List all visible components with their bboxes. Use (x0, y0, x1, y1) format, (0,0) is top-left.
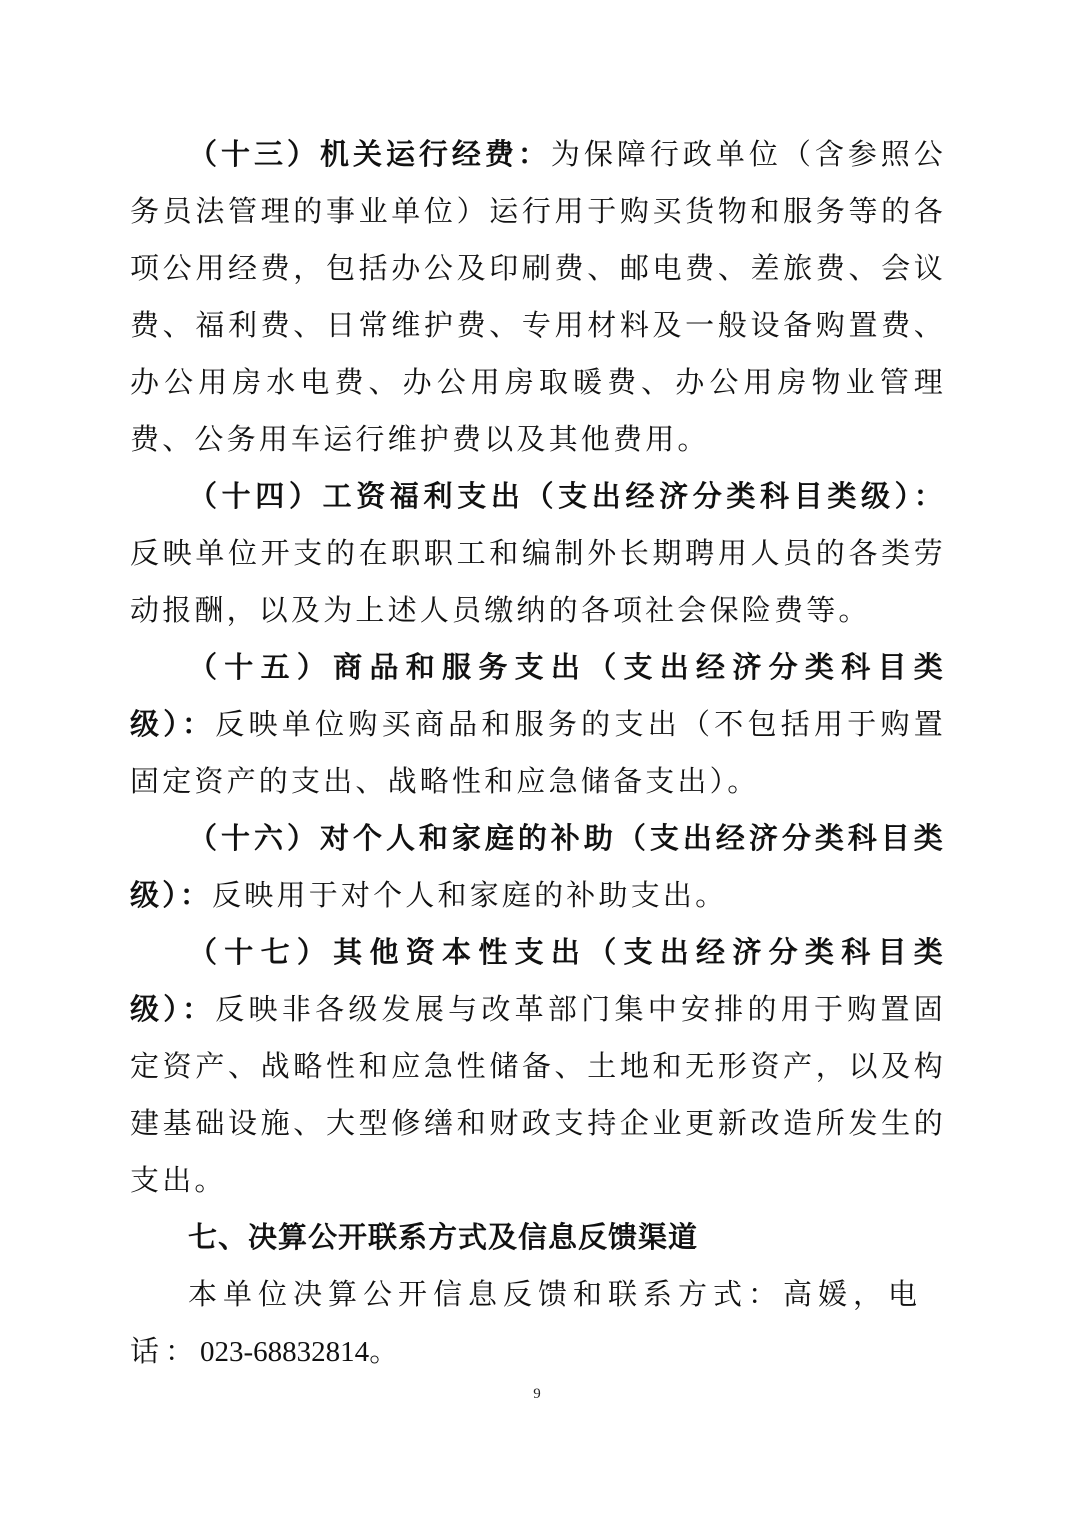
section-14-body: 反映单位开支的在职职工和编制外长期聘用人员的各类劳动报酬，以及为上述人员缴纳的各项社会保险费等。 (130, 536, 946, 627)
contact-phone: 023-68832814 (200, 1336, 370, 1368)
section-13-body: 为保障行政单位（含参照公务员法管理的事业单位）运行用于购买货物和服务等的各项公用经费，包括办公及印刷费、邮电费、差旅费、会议费、福利费、日常维护费、专用材料及一般设备购置费、办公用房水电费、办公用房取暖费、办公用房物业管理费、公务用车运行维护费以及其他费用。 (130, 137, 947, 456)
section-15 (130, 639, 946, 810)
section-16-body: 反映用于对个人和家庭的补助支出。 (212, 878, 728, 912)
section-15-body: 反映单位购买商品和服务的支出（不包括用于购置固定资产的支出、战略性和应急储备支出）。 (130, 707, 946, 798)
section-16 (130, 810, 946, 924)
section-13-term: （十三）机关运行经费： (188, 137, 551, 171)
section-13 (130, 126, 946, 468)
section-17-term: （十七）其他资本性支出（支出经济分类科目类级）： (130, 935, 946, 1026)
section-15-term: （十五）商品和服务支出（支出经济分类科目类级）： (130, 650, 946, 741)
page-number: 9 (533, 1386, 541, 1402)
contact-end: 。 (369, 1334, 405, 1368)
contact-text: 本单位决算公开信息反馈和联系方式：高媛，电话： (130, 1277, 924, 1368)
section-17 (130, 924, 946, 1209)
contact-paragraph (130, 1266, 946, 1381)
section-14-term: （十四）工资福利支出（支出经济分类科目类级）： (188, 479, 946, 513)
section-16-term: （十六）对个人和家庭的补助（支出经济分类科目类级）： (130, 821, 946, 912)
section-14 (130, 468, 946, 639)
section-17-body: 反映非各级发展与改革部门集中安排的用于购置固定资产、战略性和应急性储备、土地和无形资产，以及构建基础设施、大型修缮和财政支持企业更新改造所发生的支出。 (130, 992, 946, 1197)
document-page (130, 126, 946, 1381)
section-heading-contact: 七、决算公开联系方式及信息反馈渠道 (188, 1220, 699, 1254)
